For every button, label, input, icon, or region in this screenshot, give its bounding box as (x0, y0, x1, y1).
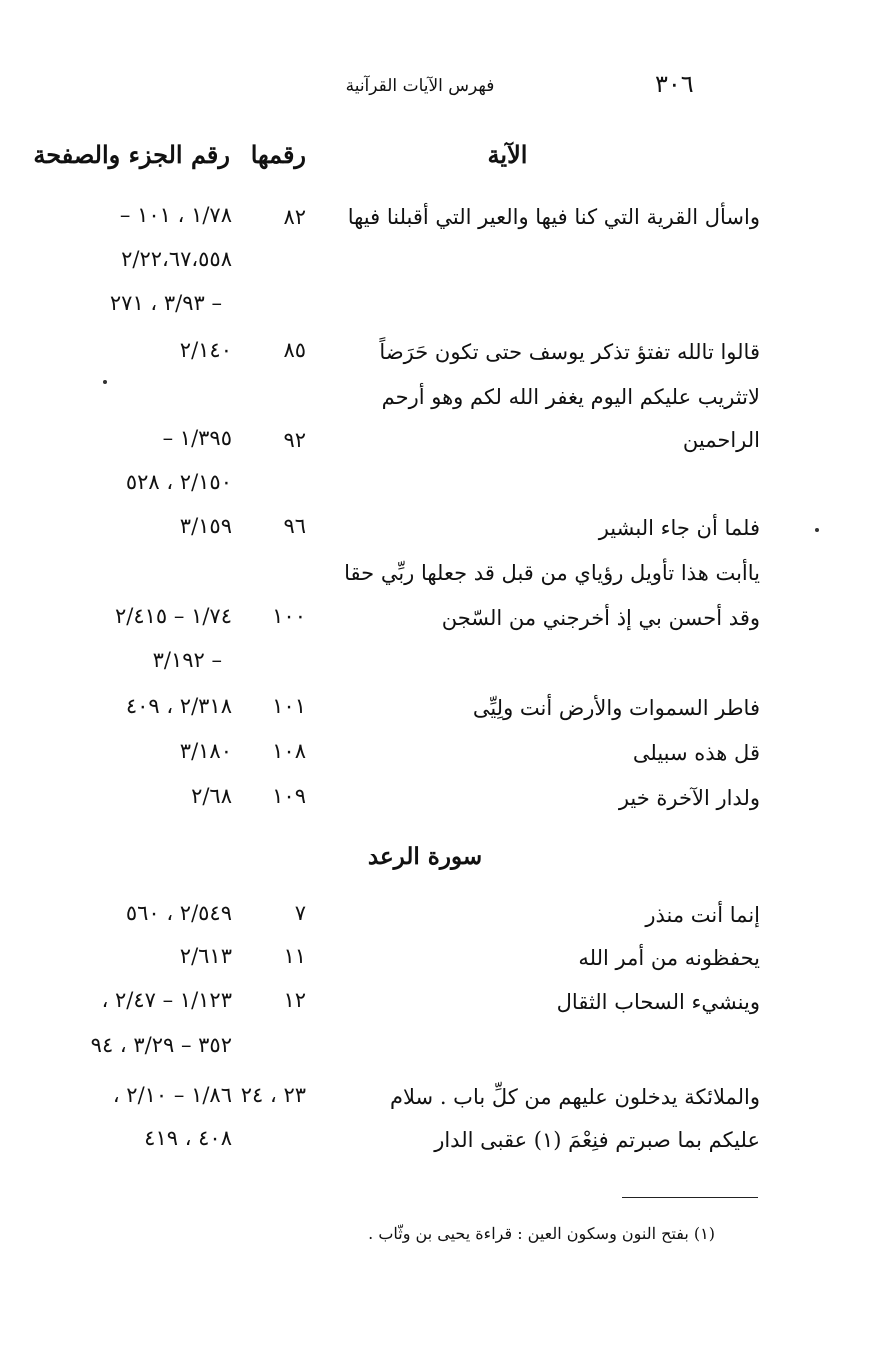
verse-text: وينشيء السحاب الثقال (556, 990, 760, 1014)
column-header-number: رقمها (250, 140, 306, 169)
verse-text: واسأل القرية التي كنا فيها والعير التي أقبلنا فيها (347, 205, 760, 229)
verse-text: فلما أن جاء البشير (598, 516, 760, 540)
reference-line: ٢/١٤٠ (179, 338, 232, 362)
reference-line: ١/١٢٣ – ٢/٤٧ ، (101, 988, 232, 1012)
running-title: فهرس الآيات القرآنية (345, 76, 495, 96)
reference-line: ٢/٦١٣ (179, 944, 232, 968)
reference-line: ٢/١٥٠ ، ٥٢٨ (125, 470, 232, 494)
reference-line: ١/٧٨ ، ١٠١ – (119, 203, 232, 227)
verse-text: إنما أنت منذر (645, 903, 760, 927)
verse-number: ١٠٠ (272, 604, 306, 628)
footnote: (١) بفتح النون وسكون العين : قراءة يحيى بن وثّاب . (368, 1224, 715, 1243)
verse-number: ٩٦ (283, 514, 306, 538)
reference-line: ١/٧٤ – ٢/٤١٥ (115, 604, 232, 628)
surah-heading: سورة الرعد (367, 843, 483, 870)
verse-number: ٧ (294, 901, 306, 925)
reference-line: – ٣/١٩٢ (152, 648, 222, 672)
verse-text: وقد أحسن بي إذ أخرجني من السّجن (441, 606, 760, 630)
verse-number: ١٢ (283, 988, 306, 1012)
verse-text: والملائكة يدخلون عليهم من كلِّ باب . سلام (390, 1085, 760, 1109)
verse-number: ١٠١ (272, 694, 306, 718)
reference-line: ١/٨٦ – ٢/١٠ ، (112, 1083, 232, 1107)
footnote-divider (622, 1197, 758, 1198)
verse-text: قالوا تالله تفتؤ تذكر يوسف حتى تكون حَرَضاً (379, 340, 760, 364)
verse-text: فاطر السموات والأرض أنت ولِيِّى (472, 696, 760, 720)
verse-text: عليكم بما صبرتم فنِعْمَ (١) عقبى الدار (434, 1128, 760, 1152)
verse-number: ١٠٩ (272, 784, 306, 808)
reference-line: ٢/٣١٨ ، ٤٠٩ (125, 694, 232, 718)
print-speck (103, 380, 107, 384)
reference-line: ٢/٦٨ (191, 784, 232, 808)
verse-number: ١١ (283, 944, 306, 968)
verse-number: ١٠٨ (272, 739, 306, 763)
verse-text: الراحمين (682, 428, 760, 452)
verse-number: ٨٢ (283, 205, 306, 229)
verse-text: يحفظونه من أمر الله (578, 946, 760, 970)
reference-line: ٣/١٥٩ (179, 514, 232, 538)
verse-text: ولدار الآخرة خير (618, 786, 760, 810)
verse-number: ٢٣ ، ٢٤ (240, 1083, 306, 1107)
reference-line: ٢/٢٢،٦٧،٥٥٨ (121, 247, 232, 271)
page-number: ٣٠٦ (655, 70, 694, 98)
reference-line: ٣/١٨٠ (179, 739, 232, 763)
verse-text: قل هذه سبيلى (632, 741, 760, 765)
reference-line: – ٣/٩٣ ، ٢٧١ (109, 291, 222, 315)
column-header-verse: الآية (487, 140, 528, 169)
reference-line: ٣٥٢ – ٣/٢٩ ، ٩٤ (90, 1033, 232, 1057)
column-header-references: رقم الجزء والصفحة (33, 140, 230, 169)
reference-line: ٢/٥٤٩ ، ٥٦٠ (125, 901, 232, 925)
reference-line: ٤٠٨ ، ٤١٩ (144, 1126, 232, 1150)
verse-number: ٨٥ (283, 338, 306, 362)
verse-text: لاتثريب عليكم اليوم يغفر الله لكم وهو أرحم (381, 385, 760, 409)
reference-line: ١/٣٩٥ – (162, 426, 232, 450)
print-speck (815, 528, 819, 532)
verse-number: ٩٢ (283, 428, 306, 452)
verse-text: ياأبت هذا تأويل رؤياي من قبل قد جعلها ربِّي حقا (344, 561, 760, 585)
